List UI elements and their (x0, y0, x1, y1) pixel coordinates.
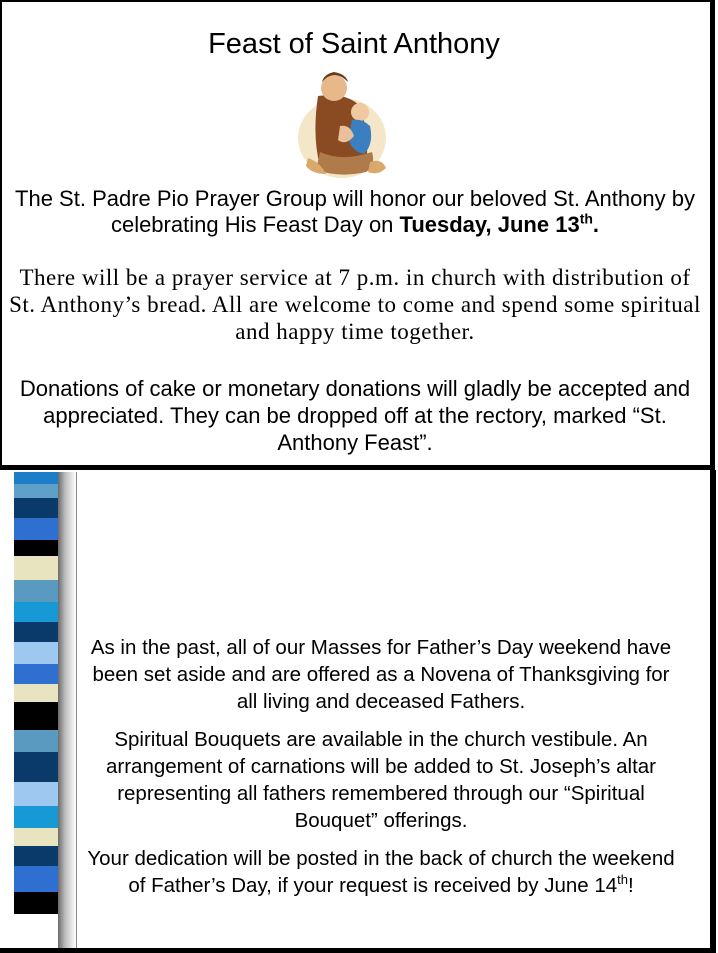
feast-date: Tuesday, June 13th. (399, 210, 600, 237)
prayer-service-text: There will be a prayer service at 7 p.m. in church with distribution of St. Anthony’s bread. All are welcome to come and spend some spiritual and happy time together. (9, 265, 701, 344)
date-suffix: th (617, 872, 628, 888)
dedication-paragraph: Your dedication will be posted in the back of church the weekend of Father’s Day, if your request is received by June 14th! (87, 847, 675, 897)
spiritual-bouquet-paragraph: Spiritual Bouquets are available in the church vestibule. An arrangement of carnations will be added to St. Joseph’s altar representing all fathers remembered through our “Spiritual Bouquet” offerings. (105, 728, 657, 832)
stripe-segment (14, 540, 58, 556)
stripe-segment (14, 846, 58, 866)
stripe-segment (14, 730, 58, 752)
stripe-segment (14, 806, 58, 828)
stripe-segment (14, 556, 58, 580)
stripe-segment (14, 580, 58, 602)
feast-title: Feast of Saint Anthony (208, 28, 500, 60)
feast-announcement-text: The St. Padre Pio Prayer Group will honor our beloved St. Anthony by celebrating His Feast Day on (15, 186, 695, 237)
stripe-segment (14, 664, 58, 684)
stripe-segment (14, 702, 58, 730)
donations-text: Donations of cake or monetary donations will gladly be accepted and appreciated. They can be dropped off at the rectory, marked “St. Anthony Feast”. (19, 376, 691, 455)
stripe-segment (14, 684, 58, 702)
stripe-segment (14, 642, 58, 664)
stripe-segment (14, 472, 58, 484)
panel-divider (76, 472, 77, 948)
fathers-day-text (84, 634, 678, 910)
feast-announcement (14, 186, 696, 238)
decorative-stripe (14, 472, 58, 948)
stripe-segment (14, 866, 58, 892)
stripe-segment (14, 498, 58, 518)
stripe-segment (14, 828, 58, 846)
stripe-segment (14, 622, 58, 642)
stripe-segment (14, 892, 58, 914)
novena-paragraph: As in the past, all of our Masses for Father’s Day weekend have been set aside and are offered as a Novena of Thanksgiving for all living and deceased Fathers. (90, 636, 672, 713)
stripe-segment (14, 484, 58, 498)
stripe-segment (14, 602, 58, 622)
stripe-shadow (58, 472, 76, 948)
saint-anthony-image (290, 66, 394, 180)
stripe-segment (14, 752, 58, 782)
stripe-segment (14, 518, 58, 540)
stripe-segment (14, 782, 58, 806)
feast-date-suffix: th (579, 210, 593, 227)
